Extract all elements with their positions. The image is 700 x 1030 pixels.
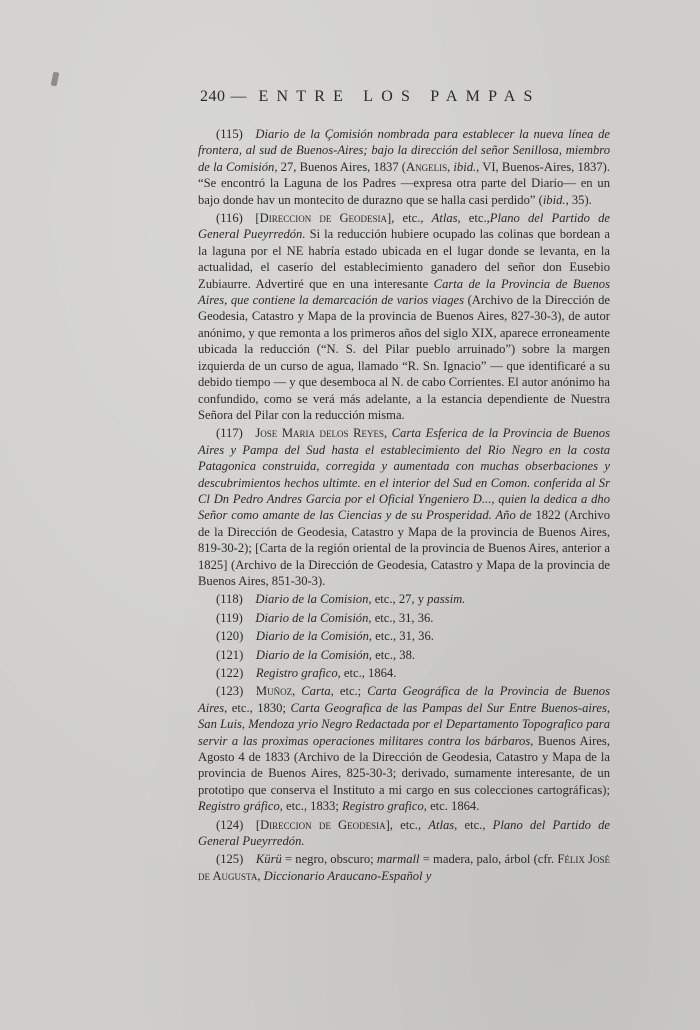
footnote-text-run: 1822 (Archivo de la Dirección de Geodesia, Catastro y Mapa de la provincia de Buenos Aires, 819-30-2); [Carta de la región oriental de la provincia de Buenos Aires, anterior a 1825] (Archivo de la Dirección de Geodesia, Catastro y Mapa de la provincia de Buenos Aires, 851-30-3). — [198, 508, 610, 588]
footnote-text-run: marmall — [376, 852, 420, 867]
page-header — [200, 88, 610, 106]
footnote-text-run: , — [383, 426, 392, 441]
page-number: 240 — [200, 88, 226, 105]
footnote-text-run: , etc.; — [330, 684, 368, 699]
footnote — [198, 610, 610, 626]
footnote-text-run: Diario de la Comisión — [255, 629, 369, 644]
footnote-text-run: Angelis — [406, 159, 448, 174]
footnote — [198, 817, 610, 850]
footnotes-body — [198, 126, 610, 884]
running-title: ENTRE LOS PAMPAS — [258, 88, 541, 105]
footnote-text-run: Carta Geográfica de la Provincia de Buenos Aires — [198, 684, 611, 715]
footnote-text-run: passim. — [427, 592, 466, 607]
footnote-number: (118) — [216, 592, 243, 607]
footnote-text-run: Diario de la Çomisión nombrada para establecer la nueva línea de frontera, al sud de Buenos-Aires; bajo la dirección del señor Senillosa, miembro de la Comisión — [198, 127, 610, 174]
footnote-text-run: ,Plano del Partido de General Pueyrredón. — [198, 211, 610, 242]
footnote — [198, 647, 610, 663]
ink-smudge-mark — [51, 72, 60, 87]
footnote-text-run: Diario de la Comisión — [255, 647, 369, 662]
footnote — [198, 210, 610, 423]
footnote-text-run: Diario de la Comisión — [255, 610, 369, 625]
footnote-text-run: , — [447, 159, 454, 174]
footnote-text-run: Registro grafico — [255, 666, 338, 680]
footnote — [198, 851, 610, 884]
footnote-text-run: Registro grafico — [342, 799, 424, 814]
footnote — [198, 425, 610, 589]
footnote-text-run: Si la reducción hubiere ocupado las colinas que bordean a la laguna por el NE habría estado ubicada en el lugar donde se levanta, en la actualidad, el caserío del establecimiento ganadero del señor don Eusebio Zubiaurre. Advertiré que en una interesante — [198, 227, 610, 291]
footnote-text-run: , etc., 1830; — [224, 700, 291, 715]
footnote-text-run: Carta Esferica de la Provincia de Buenos Aires y Pampa del Sud hasta el establecimiento del Rio Negro en la costa Patagonica construida, corregida y aumentada con muchas obserbaciones y descubrimientos hechos ultimte. en el interior del Sud en Comon. conferida al Sr Cl Dn Pedro Andres Garcia por el Oficial Yngeniero D..., quien la dedica a dho Señor como amante de las Ciencias y de su Prosperidad. Año de — [198, 426, 610, 523]
footnote-text-run: , — [257, 868, 264, 883]
footnote-number: (115) — [216, 127, 243, 141]
footnote — [198, 665, 610, 681]
footnote-text-run: Carta — [301, 684, 331, 699]
footnote-text-run: = madera, palo, árbol (cfr. — [419, 852, 558, 867]
footnote-text-run: Atlas — [428, 817, 455, 832]
footnote-text-run: , Buenos Aires, Agosto 4 de 1833 (Archivo de la Dirección de Geodesia, Catastro y Mapa de la provincia de Buenos Aires, 825-30-3; derivado, sumamente interesante, de un prototipo que conserva el Instituto a mi cargo en sus colecciones cartográficas); — [198, 733, 610, 797]
footnote-text-run: , etc. 1864. — [423, 799, 480, 814]
footnote-text-run: Jose Maria delos Reyes — [255, 426, 384, 441]
footnote-text-run: Kürü — [255, 852, 282, 867]
footnote-number: (119) — [216, 610, 243, 625]
footnote-text-run: Atlas — [431, 211, 458, 226]
footnote-number: (121) — [216, 647, 244, 662]
header-separator: — — [230, 88, 248, 105]
footnote-text-run: , etc., 31, 36. — [368, 629, 434, 644]
footnote-text-run: , etc., 27, y — [368, 592, 428, 607]
footnote-text-run: ibid. — [542, 192, 566, 207]
footnote — [198, 628, 610, 644]
footnote-text-run: , — [292, 684, 302, 699]
footnote-number: (116) — [216, 211, 243, 226]
footnote-text-run: [Direccion de Geodesia] — [255, 817, 390, 832]
footnote-number: (117) — [216, 426, 243, 441]
footnote — [198, 591, 610, 607]
footnote-text-run: Muñoz — [255, 684, 293, 699]
footnote-text-run: , etc., 1833; — [279, 799, 343, 814]
footnote-text-run: , 27, Buenos Aires, 1837 ( — [274, 159, 406, 174]
footnote-text-run: , 35). — [565, 192, 592, 207]
footnote — [198, 683, 610, 814]
footnote-text-run: , VI, Buenos-Aires, 1837). “Se encontró la Laguna de los Padres —expresa otra parte del Diario— en un bajo donde hav un montecito de durazno que se halla casi perdido” ( — [198, 159, 610, 207]
footnote-number: (120) — [216, 629, 244, 644]
footnote-text-run: , etc. — [457, 211, 487, 226]
footnote-text-run: , etc., — [389, 817, 429, 832]
footnote-text-run: (Archivo de la Dirección de Geodesia, Catastro y Mapa de la provincia de Buenos Aires, 827-30-3), de autor anónimo, y que remonta a los primeros años del siglo XIX, aparece erroneamente ubicada la reducción (“N. S. del Pilar pueblo arruinado”) sobre la margen izquierda de un curso de agua, llamado “R. Sn. Ignacio” — que identificaré a su debido tiempo — y que desemboca al N. de cabo Corrientes. El autor anónimo ha confundido, como se verá más adelante, a la estancia dependiente de Nuestra Señora del Pilar con la reducción misma. — [198, 293, 610, 422]
footnote-number: (122) — [216, 666, 244, 680]
footnote-text-run: Carta Geografica de las Pampas del Sur Entre Buenos-aires, San Luis, Mendoza yrio Negro Redactada por el Departamento Topografico para servir a las proximas operaciones militares contra los bárbaros — [198, 700, 610, 748]
footnote-text-run: , etc., 38. — [368, 647, 416, 662]
footnote-text-run: Félix José de Augusta — [198, 852, 610, 883]
footnote-number: (123) — [216, 684, 244, 699]
footnote-text-run: Plano del Partido de General Pueyrredón. — [198, 817, 611, 849]
footnote-text-run: ibid. — [453, 159, 477, 174]
footnote-text-run: , etc., — [391, 211, 432, 226]
footnote-text-run: , etc., 1864. — [337, 666, 397, 680]
footnote-text-run: , etc., 31, 36. — [368, 610, 434, 625]
footnote-text-run: = negro, obscuro; — [281, 852, 377, 867]
footnote-text-run: Diccionario Araucano-Español y — [263, 868, 432, 883]
footnote-number: (124) — [216, 817, 244, 832]
footnote-text-run: Registro gráfico — [198, 799, 280, 814]
footnote — [198, 126, 610, 208]
footnote-text-run: [Direccion de Geodesia] — [255, 211, 392, 226]
footnote-text-run: Diario de la Comision — [255, 592, 369, 607]
footnote-text-run: , etc., — [454, 817, 493, 832]
footnote-text-run: Carta de la Provincia de Buenos Aires, que contiene la demarcación de varios viages — [198, 276, 610, 308]
footnote-number: (125) — [216, 852, 244, 867]
